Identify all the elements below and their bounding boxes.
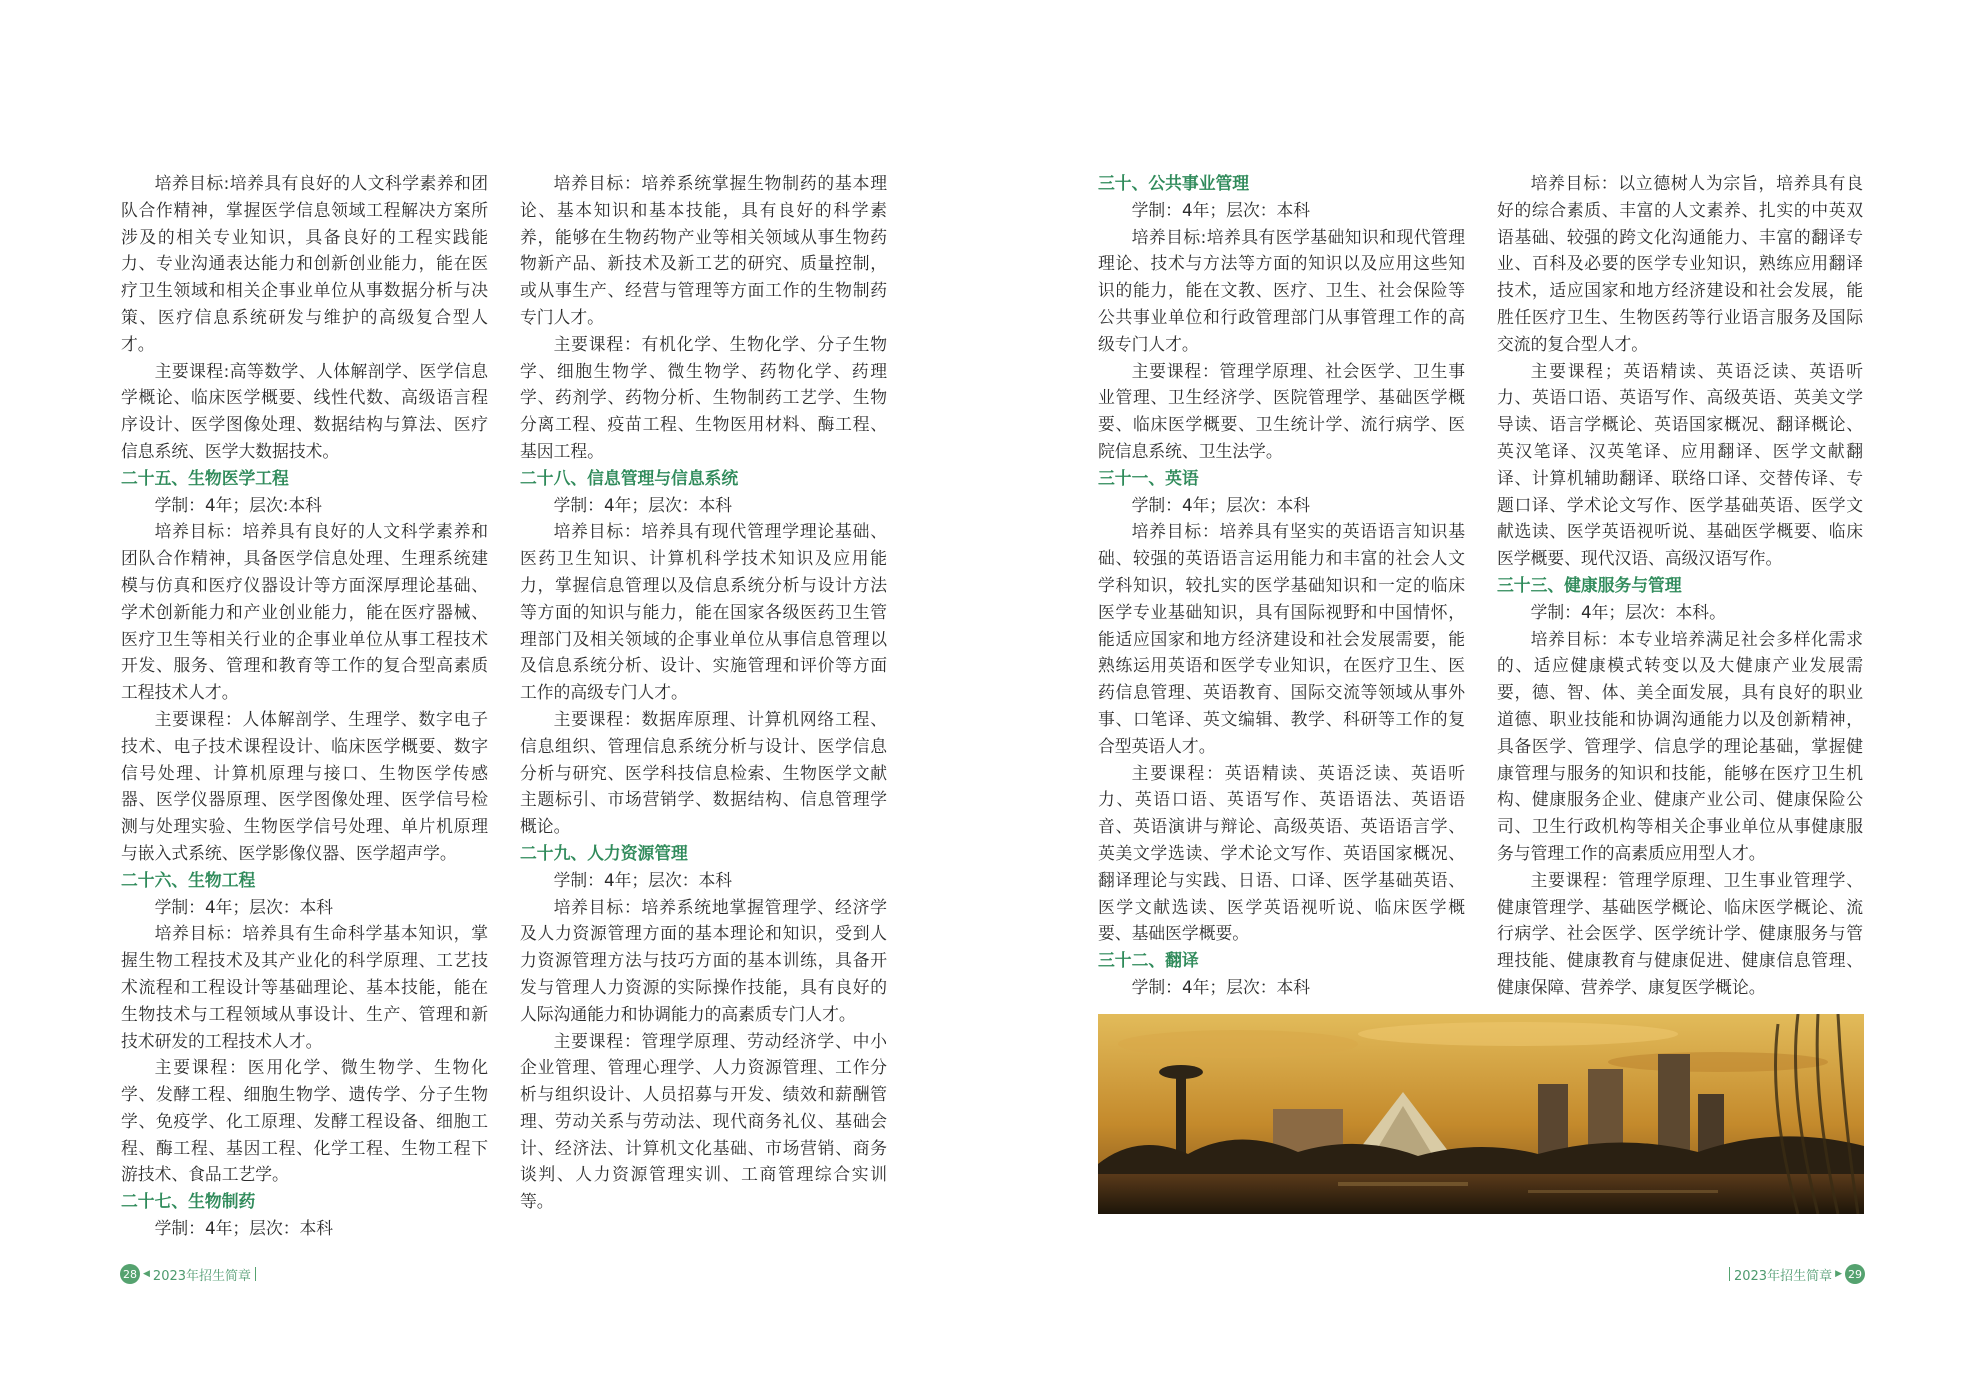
paragraph: 主要课程：管理学原理、劳动经济学、中小企业管理、管理心理学、人力资源管理、工作分析与组织设计、人员招募与开发、绩效和薪酬管理、劳动关系与劳动法、现代商务礼仪、基础会计、经济法、计算机文化基础、市场营销、商务谈判、人力资源管理实训、工商管理综合实训等。 bbox=[520, 1030, 887, 1212]
right-page-column-2 bbox=[1497, 170, 1863, 1001]
section-heading: 二十六、生物工程 bbox=[121, 869, 256, 890]
section-heading: 三十、公共事业管理 bbox=[1098, 173, 1250, 193]
paragraph: 学制：4年；层次：本科 bbox=[154, 1218, 334, 1239]
paragraph: 学制：4年；层次：本科 bbox=[1131, 494, 1311, 515]
paragraph: 培养目标：培养具有良好的人文科学素养和团队合作精神，具备医学信息处理、生理系统建模与仿真和医疗仪器设计等方面深厚理论基础、学术创新能力和产业创业能力，能在医疗器械、医疗卫生等相关行业的企事业单位从事工程技术开发、服务、管理和教育等工作的复合型高素质工程技术人才。 bbox=[121, 521, 488, 703]
divider bbox=[1729, 1267, 1730, 1281]
arrow-right-icon: ▶ bbox=[1835, 1269, 1842, 1279]
paragraph: 培养目标:培养具有医学基础知识和现代管理理论、技术与方法等方面的知识以及应用这些知识的能力，能在文教、医疗、卫生、社会保险等公共事业单位和行政管理部门从事管理工作的高级专门人才。 bbox=[1098, 226, 1465, 354]
page-number: 29 bbox=[1845, 1264, 1865, 1284]
section-heading: 二十八、信息管理与信息系统 bbox=[520, 467, 739, 488]
paragraph: 学制：4年；层次：本科 bbox=[553, 494, 733, 515]
paragraph: 主要课程：有机化学、生物化学、分子生物学、细胞生物学、微生物学、药物化学、药理学、药剂学、药物分析、生物制药工艺学、生物分离工程、疫苗工程、生物医用材料、酶工程、基因工程。 bbox=[520, 333, 887, 461]
paragraph: 培养目标：培养具有坚实的英语语言知识基础、较强的英语语言运用能力和丰富的社会人文学科知识，较扎实的医学基础知识和一定的临床医学专业基础知识，具有国际视野和中国情怀，能适应国家和地方经济建设和社会发展需要，能熟练运用英语和医学专业知识，在医疗卫生、医药信息管理、英语教育、国际交流等领域从事外事、口笔译、英文编辑、教学、科研等工作的复合型英语人才。 bbox=[1098, 521, 1465, 756]
paragraph: 主要课程：英语精读、英语泛读、英语听力、英语口语、英语写作、英语语法、英语语音、英语演讲与辩论、高级英语、英语语言学、英美文学选读、学术论文写作、英语国家概况、翻译理论与实践、日语、口译、医学基础英语、医学文献选读、医学英语视听说、临床医学概要、基础医学概要。 bbox=[1098, 762, 1465, 944]
divider bbox=[255, 1267, 256, 1281]
paragraph: 学制：4年；层次：本科 bbox=[553, 869, 733, 890]
paragraph: 培养目标：培养系统地掌握管理学、经济学及人力资源管理方面的基本理论和知识，受到人力资源管理方法与技巧方面的基本训练，具备开发与管理人力资源的实际操作技能，具有良好的人际沟通能力和协调能力的高素质专门人才。 bbox=[520, 896, 887, 1024]
footer-title: 2023年招生简章 bbox=[152, 1268, 252, 1284]
paragraph: 学制：4年；层次：本科 bbox=[154, 896, 334, 917]
paragraph: 学制：4年；层次：本科 bbox=[1131, 976, 1311, 997]
section-heading: 二十五、生物医学工程 bbox=[121, 467, 289, 488]
right-page-footer bbox=[1725, 1263, 1865, 1285]
section-heading: 二十七、生物制药 bbox=[121, 1191, 256, 1212]
section-heading: 三十三、健康服务与管理 bbox=[1497, 574, 1682, 595]
paragraph: 培养目标：培养具有生命科学基本知识，掌握生物工程技术及其产业化的科学原理、工艺技术流程和工程设计等基础理论、基本技能，能在生物技术与工程领域从事设计、生产、管理和新技术研发的工程技术人才。 bbox=[121, 923, 488, 1051]
paragraph: 培养目标：培养具有现代管理学理论基础、医药卫生知识、计算机科学技术知识及应用能力，掌握信息管理以及信息系统分析与设计方法等方面的知识与能力，能在国家各级医药卫生管理部门及相关领域的企事业单位从事信息管理以及信息系统分析、设计、实施管理和评价等方面工作的高级专门人才。 bbox=[520, 521, 887, 703]
paragraph: 学制：4年；层次：本科 bbox=[1131, 199, 1311, 220]
paragraph: 培养目标：培养系统掌握生物制药的基本理论、基本知识和基本技能，具有良好的科学素养，能够在生物药物产业等相关领域从事生物药物新产品、新技术及新工艺的研究、质量控制，或从事生产、经营与管理等方面工作的生物制药专门人才。 bbox=[520, 173, 887, 327]
paragraph: 培养目标：本专业培养满足社会多样化需求的、适应健康模式转变以及大健康产业发展需要，德、智、体、美全面发展，具有良好的职业道德、职业技能和协调沟通能力以及创新精神，具备医学、管理学、信息学的理论基础，掌握健康管理与服务的知识和技能，能够在医疗卫生机构、健康服务企业、健康产业公司、健康保险公司、卫生行政机构等相关企事业单位从事健康服务与管理工作的高素质应用型人才。 bbox=[1497, 628, 1863, 863]
footer-title: 2023年招生简章 bbox=[1733, 1268, 1833, 1284]
right-page-column-1 bbox=[1098, 170, 1465, 1001]
paragraph: 学制：4年；层次：本科。 bbox=[1530, 601, 1726, 622]
paragraph: 主要课程：医用化学、微生物学、生物化学、发酵工程、细胞生物学、遗传学、分子生物学、免疫学、化工原理、发酵工程设备、细胞工程、酶工程、基因工程、化学工程、生物工程下游技术、食品工艺学。 bbox=[121, 1057, 488, 1185]
left-page-column-1 bbox=[121, 170, 488, 1242]
paragraph: 培养目标：以立德树人为宗旨，培养具有良好的综合素质、丰富的人文素养、扎实的中英双语基础、较强的跨文化沟通能力、丰富的翻译专业、百科及必要的医学专业知识，熟练应用翻译技术，适应国家和地方经济建设和社会发展，能胜任医疗卫生、生物医药等行业语言服务及国际交流的复合型人才。 bbox=[1497, 173, 1863, 354]
left-page-column-2 bbox=[520, 170, 887, 1215]
paragraph: 主要课程：数据库原理、计算机网络工程、信息组织、管理信息系统分析与设计、医学信息分析与研究、医学科技信息检索、生物医学文献主题标引、市场营销学、数据结构、信息管理学概论。 bbox=[520, 708, 887, 837]
section-heading: 三十一、英语 bbox=[1098, 467, 1199, 488]
paragraph: 主要课程：人体解剖学、生理学、数字电子技术、电子技术课程设计、临床医学概要、数字信号处理、计算机原理与接口、生物医学传感器、医学仪器原理、医学图像处理、医学信号检测与处理实验、生物医学信号处理、单片机原理与嵌入式系统、医学影像仪器、医学超声学。 bbox=[121, 708, 488, 863]
arrow-left-icon: ◀ bbox=[143, 1269, 150, 1279]
paragraph: 主要课程：管理学原理、卫生事业管理学、健康管理学、基础医学概论、临床医学概论、流行病学、社会医学、医学统计学、健康服务与管理技能、健康教育与健康促进、健康信息管理、健康保障、营养学、康复医学概论。 bbox=[1497, 869, 1863, 997]
paragraph: 主要课程：管理学原理、社会医学、卫生事业管理、卫生经济学、医院管理学、基础医学概要、临床医学概要、卫生统计学、流行病学、医院信息系统、卫生法学。 bbox=[1098, 360, 1465, 461]
section-heading: 二十九、人力资源管理 bbox=[520, 842, 688, 863]
paragraph: 主要课程:高等数学、人体解剖学、医学信息学概论、临床医学概要、线性代数、高级语言程序设计、医学图像处理、数据结构与算法、医疗信息系统、医学大数据技术。 bbox=[121, 360, 488, 461]
paragraph: 主要课程；英语精读、英语泛读、英语听力、英语口语、英语写作、高级英语、英美文学导读、语言学概论、英语国家概况、翻译概论、英汉笔译、汉英笔译、应用翻译、医学文献翻译、计算机辅助翻译、联络口译、交替传译、专题口译、学术论文写作、医学基础英语、医学文献选读、医学英语视听说、基础医学概要、临床医学概要、现代汉语、高级汉语写作。 bbox=[1497, 360, 1863, 569]
paragraph: 培养目标:培养具有良好的人文科学素养和团队合作精神，掌握医学信息领域工程解决方案所涉及的相关专业知识，具备良好的工程实践能力、专业沟通表达能力和创新创业能力，能在医疗卫生领域和相关企事业单位从事数据分析与决策、医疗信息系统研发与维护的高级复合型人才。 bbox=[121, 173, 488, 354]
section-heading: 三十二、翻译 bbox=[1098, 950, 1199, 971]
left-page-footer bbox=[120, 1263, 260, 1285]
page-number: 28 bbox=[120, 1264, 140, 1284]
paragraph: 学制：4年；层次:本科 bbox=[154, 494, 322, 515]
campus-lake-sunset-photo bbox=[1098, 1014, 1864, 1214]
